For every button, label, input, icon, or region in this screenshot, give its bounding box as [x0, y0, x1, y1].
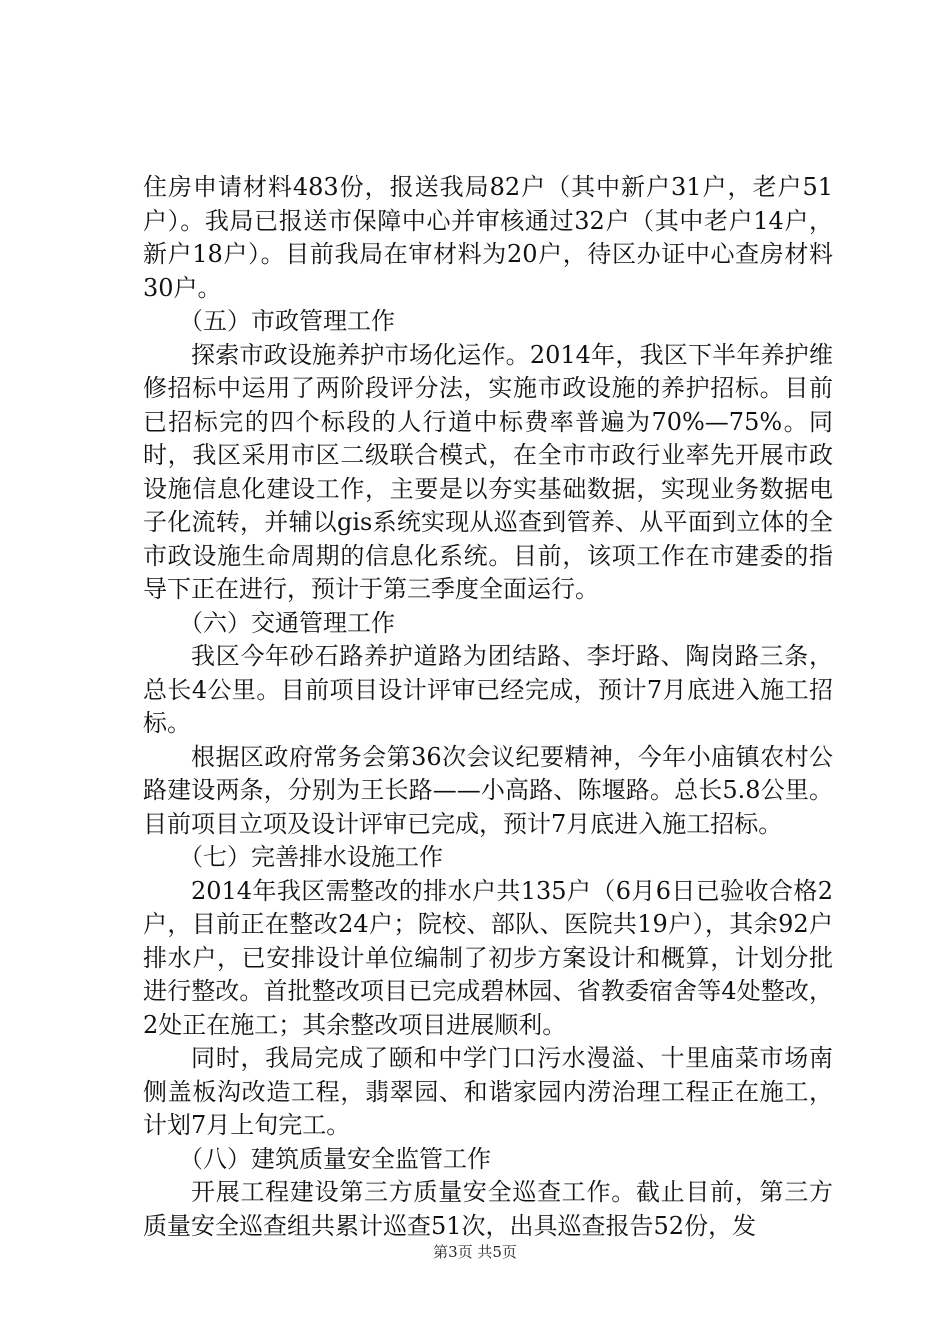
section-heading-traffic: （六）交通管理工作 [179, 608, 395, 637]
section-heading-drainage: （七）完善排水设施工作 [179, 843, 443, 871]
paragraph-safety-inspection: 开展工程建设第三方质量安全巡查工作。截止目前，第三方质量安全巡查组共累计巡查51次，出具巡查报告52份，发 [143, 1178, 833, 1240]
page-footer: 第3页 共5页 [433, 1243, 517, 1261]
paragraph-housing-materials: 住房申请材料483份，报送我局82户（其中新户31户，老户51户）。我局已报送市保障中心并审核通过32户（其中老户14户，新户18户）。目前我局在审材料为20户，待区办证中心查房材料30户。 [143, 173, 833, 302]
paragraph-municipal-maintenance: 探索市政设施养护市场化运作。2014年，我区下半年养护维修招标中运用了两阶段评分法，实施市政设施的养护招标。目前已招标完的四个标段的人行道中标费率普遍为70%—75%。同时，我区采用市区二级联合模式，在全市市政行业率先开展市政设施信息化建设工作，主要是以夯实基础数据，实现业务数据电子化流转，并辅以gis系统实现从巡查到管养、从平面到立体的全市政设施生命周期的信息化系统。目前，该项工作在市建委的指导下正在进行，预计于第三季度全面运行。 [143, 340, 833, 603]
section-heading-municipal: （五）市政管理工作 [179, 307, 395, 335]
paragraph-gravel-roads: 我区今年砂石路养护道路为团结路、李圩路、陶岗路三条，总长4公里。目前项目设计评审已经完成，预计7月底进入施工招标。 [143, 642, 833, 737]
document-body [143, 171, 833, 1243]
section-heading-construction-safety: （八）建筑质量安全监管工作 [179, 1144, 491, 1173]
paragraph-drainage-rectification: 2014年我区需整改的排水户共135户（6月6日已验收合格2户，目前正在整改24户；院校、部队、医院共19户），其余92户排水户，已安排设计单位编制了初步方案设计和概算，计划分批进行整改。首批整改项目已完成碧林园、省教委宿舍等4处整改，2处正在施工；其余整改项目进展顺利。 [143, 876, 833, 1039]
paragraph-rural-roads: 根据区政府常务会第36次会议纪要精神，今年小庙镇农村公路建设两条，分别为王长路——小高路、陈堰路。总长5.8公里。目前项目立项及设计评审已完成，预计7月底进入施工招标。 [143, 742, 833, 838]
paragraph-drainage-projects: 同时，我局完成了颐和中学门口污水漫溢、十里庙菜市场南侧盖板沟改造工程，翡翠园、和谐家园内涝治理工程正在施工，计划7月上旬完工。 [143, 1044, 833, 1139]
